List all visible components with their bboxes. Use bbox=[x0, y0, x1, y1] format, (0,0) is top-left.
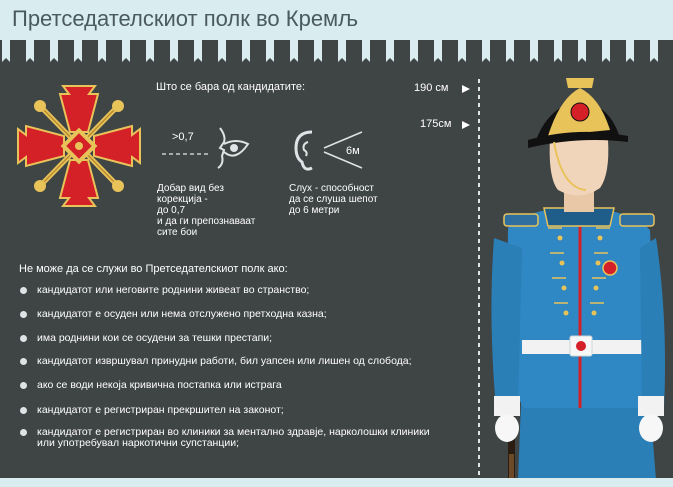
wall-tooth bbox=[482, 40, 490, 62]
height-max-label: 190 см bbox=[414, 82, 449, 94]
restriction-item: кандидатот е регистриран во клиники за ментално здравје, нарколошки клиники или употребувал наркотични супстанции; bbox=[19, 427, 437, 449]
wall-tooth bbox=[146, 40, 154, 62]
wall-tooth bbox=[386, 40, 394, 62]
restrictions-title: Не може да се служи во Претседателскиот полк ако: bbox=[19, 263, 288, 275]
wall-tooth bbox=[578, 40, 586, 62]
kremlin-wall-decoration bbox=[0, 36, 673, 66]
wall-tooth bbox=[194, 40, 202, 62]
wall-tooth bbox=[554, 40, 562, 62]
wall-tooth bbox=[170, 40, 178, 62]
wall-tooth bbox=[410, 40, 418, 62]
wall-tooth bbox=[74, 40, 82, 62]
height-min-marker bbox=[461, 120, 471, 130]
wall-tooth bbox=[338, 40, 346, 62]
wall-tooth bbox=[650, 40, 658, 62]
vision-description: Добар вид без корекција - до 0,7 и да ги препознаваат сите бои bbox=[157, 183, 256, 238]
wall-tooth bbox=[50, 40, 58, 62]
wall-tooth bbox=[362, 40, 370, 62]
wall-tooth bbox=[290, 40, 298, 62]
vision-value: >0,7 bbox=[172, 131, 194, 143]
height-ruler bbox=[474, 79, 484, 477]
wall-tooth bbox=[506, 40, 514, 62]
header-band bbox=[0, 0, 673, 38]
requirements-title: Што се бара од кандидатите: bbox=[156, 81, 306, 93]
wall-tooth bbox=[242, 40, 250, 62]
restriction-item: кандидатот или неговите роднини живеат во странство; bbox=[19, 285, 437, 296]
restriction-item: ако се води некоја кривична постапка или истрага bbox=[19, 380, 437, 391]
guard-illustration bbox=[488, 78, 673, 480]
wall-tooth bbox=[26, 40, 34, 62]
wall-tooth bbox=[122, 40, 130, 62]
height-min-label: 175см bbox=[420, 118, 452, 130]
wall-tooth bbox=[2, 40, 10, 62]
restriction-item: кандидатот е осуден или нема отслужено претходна казна; bbox=[19, 309, 437, 320]
wall-tooth bbox=[266, 40, 274, 62]
hearing-value: 6м bbox=[346, 145, 360, 157]
restriction-item: кандидатот е регистриран прекршител на законот; bbox=[19, 405, 437, 416]
wall-tooth bbox=[626, 40, 634, 62]
wall-tooth bbox=[434, 40, 442, 62]
wall-tooth bbox=[530, 40, 538, 62]
height-max-marker bbox=[461, 84, 471, 94]
wall-tooth bbox=[314, 40, 322, 62]
medal-icon bbox=[14, 82, 144, 210]
eye-icon bbox=[160, 122, 255, 170]
restriction-item: има роднини кои се осудени за тешки престапи; bbox=[19, 333, 437, 344]
footer-band bbox=[0, 478, 673, 487]
wall-tooth bbox=[458, 40, 466, 62]
wall-tooth bbox=[218, 40, 226, 62]
restriction-item: кандидатот извршувал принудни работи, бил уапсен или лишен од слобода; bbox=[19, 356, 437, 367]
wall-tooth bbox=[98, 40, 106, 62]
page-title: Претседателскиот полк во Кремљ bbox=[12, 6, 359, 31]
hearing-description: Слух - способност да се слуша шепот до 6 метри bbox=[289, 183, 378, 216]
wall-tooth bbox=[602, 40, 610, 62]
